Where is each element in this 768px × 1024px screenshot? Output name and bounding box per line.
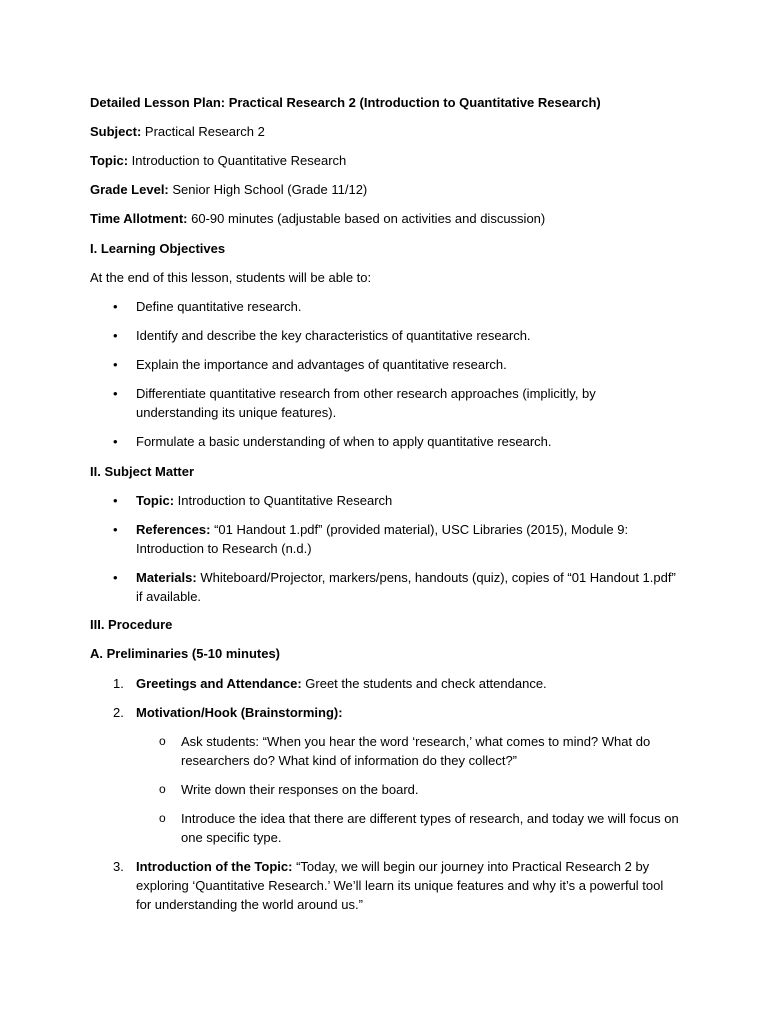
objective-item: Formulate a basic understanding of when to apply quantitative research. (136, 434, 552, 449)
step-number: 3. (113, 859, 124, 874)
bullet-icon: • (113, 328, 118, 343)
step-number: 2. (113, 705, 124, 720)
meta-value: Senior High School (Grade 11/12) (172, 182, 368, 197)
sub-item: Introduce the idea that there are different types of research, and today we will focus on one specific type. (181, 811, 679, 845)
item-label: Materials: (136, 570, 197, 585)
objective-item: Define quantitative research. (136, 299, 302, 314)
item-text: Introduction to Quantitative Research (177, 493, 393, 508)
bullet-icon: • (113, 434, 118, 449)
bullet-icon: • (113, 299, 118, 314)
meta-time-allotment (90, 209, 680, 228)
meta-topic (90, 151, 680, 170)
bullet-icon: • (113, 357, 118, 372)
objective-item: Differentiate quantitative research from other research approaches (implicitly, by understanding its unique features). (136, 386, 596, 420)
objective-item: Explain the importance and advantages of quantitative research. (136, 357, 507, 372)
procedure-step (136, 857, 680, 914)
meta-value: 60-90 minutes (adjustable based on activities and discussion) (191, 211, 546, 226)
subject-matter-item (136, 568, 680, 606)
item-label: References: (136, 522, 211, 537)
subject-matter-item (136, 491, 680, 510)
sub-item: Ask students: “When you hear the word ‘research,’ what comes to mind? What do researchers do? What kind of information do they collect?” (181, 734, 651, 768)
item-text: “01 Handout 1.pdf” (provided material), USC Libraries (2015), Module 9: Introduction to Research (n.d.) (136, 522, 629, 556)
meta-label: Subject: (90, 124, 142, 139)
step-number: 1. (113, 676, 124, 691)
bullet-icon: • (113, 493, 118, 508)
section-heading-procedure: III. Procedure (90, 617, 173, 632)
step-label: Greetings and Attendance: (136, 676, 302, 691)
section-heading-subject-matter: II. Subject Matter (90, 464, 195, 479)
step-text: Greet the students and check attendance. (305, 676, 547, 691)
sub-bullet-icon: o (159, 811, 166, 825)
item-text: Whiteboard/Projector, markers/pens, handouts (quiz), copies of “01 Handout 1.pdf” if available. (136, 570, 676, 604)
procedure-step (136, 674, 680, 693)
subject-matter-item (136, 520, 680, 558)
bullet-icon: • (113, 570, 118, 585)
section-heading-objectives: I. Learning Objectives (90, 241, 226, 256)
sub-bullet-icon: o (159, 782, 166, 796)
meta-subject (90, 122, 680, 141)
step-label: Motivation/Hook (Brainstorming): (136, 705, 343, 720)
bullet-icon: • (113, 522, 118, 537)
meta-label: Topic: (90, 153, 129, 168)
objective-item: Identify and describe the key characteristics of quantitative research. (136, 328, 531, 343)
meta-grade-level (90, 180, 680, 199)
sub-heading-preliminaries: A. Preliminaries (5-10 minutes) (90, 646, 281, 661)
meta-label: Time Allotment: (90, 211, 188, 226)
meta-value: Practical Research 2 (144, 124, 265, 139)
document-title: Detailed Lesson Plan: Practical Research 2 (Introduction to Quantitative Research) (90, 95, 601, 110)
objectives-intro: At the end of this lesson, students will be able to: (90, 270, 372, 285)
sub-item: Write down their responses on the board. (181, 782, 419, 797)
meta-label: Grade Level: (90, 182, 169, 197)
bullet-icon: • (113, 386, 118, 401)
item-label: Topic: (136, 493, 175, 508)
step-label: Introduction of the Topic: (136, 859, 293, 874)
meta-value: Introduction to Quantitative Research (131, 153, 347, 168)
procedure-step (136, 703, 680, 722)
step-text: “Today, we will begin our journey into Practical Research 2 by exploring ‘Quantitative Research.’ We’ll learn its unique features and why it’s a powerful tool for understanding the world around us.” (136, 859, 664, 912)
sub-bullet-icon: o (159, 734, 166, 748)
